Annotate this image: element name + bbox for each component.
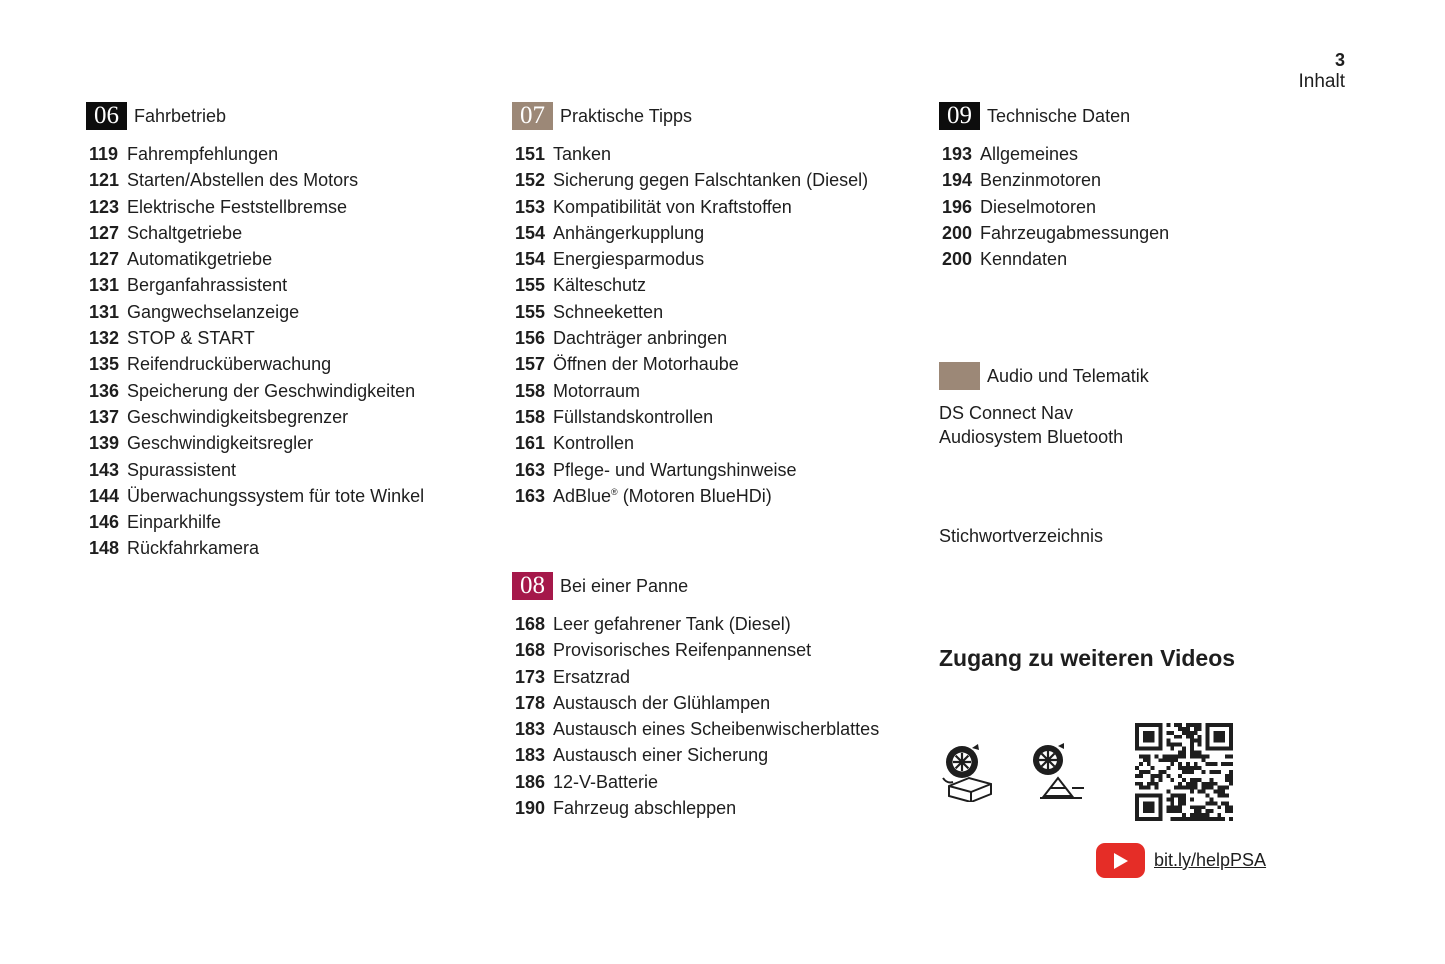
toc-page-number: 143 <box>89 459 120 480</box>
toc-entry-text: Tanken <box>553 144 612 164</box>
toc-entry-text: Dachträger anbringen <box>553 328 728 349</box>
toc-entry[interactable] <box>86 457 424 483</box>
toc-entry[interactable] <box>86 430 424 456</box>
qr-code-icon[interactable] <box>1135 723 1233 821</box>
toc-page-number: 119 <box>89 144 119 164</box>
toc-entry[interactable] <box>512 404 868 430</box>
toc-entry-text: Geschwindigkeitsregler <box>127 433 314 454</box>
toc-entry[interactable] <box>86 299 424 325</box>
toc-page-number: 163 <box>515 485 546 506</box>
toc-entry-text: Sicherung gegen Falschtanken (Diesel) <box>553 170 869 191</box>
section-header-08 <box>512 572 688 600</box>
toc-entry-title <box>127 194 347 220</box>
youtube-link[interactable] <box>1096 843 1266 878</box>
toc-entry[interactable] <box>512 299 868 325</box>
toc-entry[interactable] <box>86 167 424 193</box>
toc-entry[interactable] <box>512 664 879 690</box>
toc-entry-text: Kenndaten <box>980 249 1068 270</box>
toc-entry-text: STOP & START <box>127 328 255 349</box>
toc-entry-text: Motorraum <box>553 380 641 401</box>
toc-entry[interactable] <box>939 194 1169 220</box>
toc-entry[interactable] <box>512 716 879 742</box>
toc-entry[interactable] <box>512 378 868 404</box>
toc-entry[interactable] <box>86 404 424 430</box>
toc-entry-text: Elektrische Feststellbremse <box>127 196 348 217</box>
section-header-audio <box>939 362 1149 390</box>
toc-page-number: 137 <box>89 406 120 427</box>
toc-entry[interactable] <box>512 325 868 351</box>
toc-entry-text: Berganfahrassistent <box>127 275 288 296</box>
toc-entry-title <box>127 404 348 430</box>
toc-entry[interactable] <box>86 272 424 298</box>
toc-entry-title <box>553 457 796 483</box>
toc-list-08 <box>512 611 879 821</box>
registered-mark: ® <box>611 486 618 497</box>
toc-entry-text: Gangwechselanzeige <box>127 301 300 322</box>
toc-entry-text: Austausch der Glühlampen <box>553 692 771 713</box>
toc-entry-text: Benzinmotoren <box>980 170 1102 191</box>
section-title: Bei einer Panne <box>560 575 689 596</box>
toc-page-number: 194 <box>942 170 973 191</box>
section-header-06 <box>86 102 226 130</box>
toc-entry[interactable] <box>512 272 868 298</box>
toc-entry-text: 12-V-Batterie <box>553 771 659 792</box>
toc-entry-text: Kontrollen <box>553 433 635 454</box>
toc-entry-title <box>127 220 242 246</box>
toc-entry-text: Speicherung der Geschwindigkeiten <box>127 380 416 401</box>
toc-entry-title <box>127 141 278 167</box>
toc-entry-text: Allgemeines <box>980 144 1079 164</box>
toc-page-number: 154 <box>515 249 546 270</box>
toc-entry[interactable] <box>512 690 879 716</box>
toc-entry-title <box>127 167 358 193</box>
toc-entry[interactable] <box>512 351 868 377</box>
toc-page-number: 153 <box>515 196 546 217</box>
toc-entry-text: Leer gefahrener Tank (Diesel) <box>553 614 791 634</box>
section-title: Praktische Tipps <box>560 105 693 126</box>
toc-entry-title <box>980 194 1096 220</box>
toc-page-number: 158 <box>515 406 546 427</box>
toc-entry-text: Dieselmotoren <box>980 196 1097 217</box>
toc-entry[interactable] <box>512 457 868 483</box>
toc-entry-suffix: (Motoren BlueHDi) <box>617 485 772 506</box>
toc-entry-text: Schaltgetriebe <box>127 222 243 243</box>
toc-entry-text: Anhängerkupplung <box>553 222 705 243</box>
toc-page-number: 131 <box>89 275 120 296</box>
toc-entry[interactable] <box>512 141 868 167</box>
toc-entry-text: Energiesparmodus <box>553 249 705 270</box>
toc-page-number: 168 <box>515 614 546 634</box>
toc-entry-text: Kompatibilität von Kraftstoffen <box>553 196 792 217</box>
toc-page-number: 148 <box>89 538 120 559</box>
toc-page-number: 183 <box>515 745 546 766</box>
section-title: Fahrbetrieb <box>134 105 227 126</box>
section-title: Technische Daten <box>987 105 1131 126</box>
toc-entry-title <box>553 246 704 272</box>
toc-entry[interactable] <box>512 769 879 795</box>
toc-page-number: 196 <box>942 196 973 217</box>
toc-entry[interactable] <box>86 220 424 246</box>
page-title: Inhalt <box>1298 71 1345 92</box>
toc-entry[interactable] <box>512 430 868 456</box>
toc-entry[interactable] <box>512 611 879 637</box>
toc-page-number: 186 <box>515 771 546 792</box>
toc-page-number: 200 <box>942 222 973 243</box>
toc-entry-title <box>553 299 663 325</box>
toc-page-number: 190 <box>515 798 546 819</box>
toc-entry-text: Kälteschutz <box>553 275 647 296</box>
toc-entry[interactable] <box>939 167 1169 193</box>
toc-entry-title <box>553 430 634 456</box>
toc-entry[interactable] <box>512 246 868 272</box>
toc-entry[interactable] <box>939 220 1169 246</box>
toc-entry-title <box>553 167 868 193</box>
toc-page-number: 200 <box>942 249 973 270</box>
toc-page-number: 146 <box>89 512 120 533</box>
toc-page-number: 121 <box>89 170 120 191</box>
toc-entry-title <box>127 351 331 377</box>
chapter-number-box: 08 <box>512 572 553 600</box>
audio-item[interactable]: DS Connect Nav <box>939 403 1074 423</box>
toc-entry-title <box>553 769 658 795</box>
toc-entry-title <box>553 483 772 509</box>
toc-page-number: 136 <box>89 380 120 401</box>
toc-entry[interactable] <box>512 220 868 246</box>
toc-entry-title <box>980 141 1078 167</box>
toc-entry-title <box>553 690 770 716</box>
toc-entry[interactable] <box>512 795 879 821</box>
toc-entry-text: Rückfahrkamera <box>127 538 260 559</box>
toc-page-number: 132 <box>89 328 120 349</box>
toc-entry-text: Automatikgetriebe <box>127 249 273 270</box>
toc-entry[interactable] <box>86 535 424 561</box>
toc-entry-title <box>127 535 259 561</box>
toc-page-number: 155 <box>515 275 546 296</box>
toc-page-number: 127 <box>89 222 120 243</box>
toc-page-number: 155 <box>515 301 546 322</box>
toc-entry[interactable] <box>512 194 868 220</box>
toc-list-07 <box>512 141 868 509</box>
toc-entry-title <box>127 378 415 404</box>
toc-entry-text: Fahrzeug abschleppen <box>553 798 737 819</box>
toc-page-number: 131 <box>89 301 120 322</box>
toc-entry-text: Spurassistent <box>127 459 237 480</box>
toc-entry-title <box>127 509 221 535</box>
youtube-play-icon[interactable] <box>1096 843 1145 878</box>
chapter-number-box: 07 <box>512 102 553 130</box>
toc-entry-title <box>553 194 792 220</box>
jack-wheel-change-icon <box>1030 742 1086 802</box>
toc-page-number: 168 <box>515 640 546 661</box>
toc-entry-text: Füllstandskontrollen <box>553 406 714 427</box>
toc-page-number: 154 <box>515 222 546 243</box>
audio-items <box>939 401 1123 449</box>
toc-entry-title <box>553 325 727 351</box>
toc-entry[interactable] <box>512 742 879 768</box>
page-number: 3 <box>1334 50 1345 70</box>
toc-page-number: 157 <box>515 354 546 375</box>
toc-entry-text: Überwachungssystem für tote Winkel <box>127 485 425 506</box>
video-url-link[interactable]: bit.ly/helpPSA <box>1154 850 1267 870</box>
toc-page-number: 152 <box>515 170 546 191</box>
tyre-repair-kit-icon <box>941 742 995 802</box>
toc-page-number: 135 <box>89 354 120 375</box>
toc-entry[interactable] <box>939 141 1169 167</box>
toc-entry-title <box>127 272 287 298</box>
toc-entry-title <box>553 378 640 404</box>
toc-entry-title <box>553 272 646 298</box>
section-header-07 <box>512 102 692 130</box>
toc-entry[interactable] <box>512 637 879 663</box>
toc-list-09 <box>939 141 1169 272</box>
toc-entry-title <box>553 742 768 768</box>
toc-entry-title <box>127 325 255 351</box>
toc-entry[interactable] <box>86 194 424 220</box>
toc-entry-title <box>553 664 630 690</box>
toc-page-number: 127 <box>89 249 120 270</box>
toc-entry-text: Fahrempfehlungen <box>127 144 279 164</box>
toc-entry-title <box>553 611 791 637</box>
videos-title: Zugang zu weiteren Videos <box>939 645 1236 671</box>
toc-entry[interactable] <box>86 141 424 167</box>
toc-entry[interactable] <box>86 351 424 377</box>
toc-page-number: 139 <box>89 433 120 454</box>
toc-page-number: 156 <box>515 328 546 349</box>
toc-entry-text: Austausch eines Scheibenwischerblattes <box>553 719 880 740</box>
toc-entry-text: Einparkhilfe <box>127 512 222 533</box>
toc-entry-title <box>553 141 611 167</box>
toc-page-number: 123 <box>89 196 120 217</box>
toc-entry[interactable] <box>939 246 1169 272</box>
toc-entry-text: Reifendrucküberwachung <box>127 354 332 375</box>
toc-entry[interactable] <box>86 483 424 509</box>
page-header <box>1299 50 1345 93</box>
section-header-09 <box>939 102 1130 130</box>
play-triangle-icon <box>1113 852 1129 870</box>
toc-list-06 <box>86 141 424 562</box>
toc-page-number: 183 <box>515 719 546 740</box>
toc-entry-title <box>553 351 739 377</box>
toc-entry-title <box>553 404 713 430</box>
toc-entry-title <box>553 220 704 246</box>
toc-entry-text: Fahrzeugabmessungen <box>980 222 1170 243</box>
toc-entry[interactable] <box>86 509 424 535</box>
toc-entry[interactable] <box>86 246 424 272</box>
toc-entry-title <box>127 483 424 509</box>
toc-entry-title <box>980 167 1101 193</box>
toc-entry[interactable] <box>512 483 868 509</box>
toc-page-number: 161 <box>515 433 546 454</box>
toc-page-number: 144 <box>89 485 120 506</box>
toc-page-number: 158 <box>515 380 546 401</box>
toc-entry-text: Öffnen der Motorhaube <box>553 354 739 375</box>
toc-entry-text: Ersatzrad <box>553 666 631 687</box>
toc-entry-text: Austausch einer Sicherung <box>553 745 769 766</box>
toc-entry-title <box>553 637 811 663</box>
toc-entry-text: Starten/Abstellen des Motors <box>127 170 359 191</box>
toc-page-number: 178 <box>515 692 546 713</box>
toc-entry-title <box>127 457 236 483</box>
chapter-number-box: 09 <box>939 102 980 130</box>
toc-entry-title <box>127 246 272 272</box>
toc-entry-title <box>127 430 313 456</box>
toc-page-number: 151 <box>515 144 546 164</box>
toc-entry[interactable] <box>86 378 424 404</box>
chapter-color-box <box>939 362 980 390</box>
toc-entry-title <box>127 299 299 325</box>
chapter-number-box: 06 <box>86 102 127 130</box>
toc-entry-text: Schneeketten <box>553 301 664 322</box>
toc-entry[interactable] <box>86 325 424 351</box>
section-title: Audio und Telematik <box>987 365 1149 386</box>
toc-entry-title <box>553 716 879 742</box>
toc-page-number: 163 <box>515 459 546 480</box>
toc-entry-title <box>980 220 1169 246</box>
toc-entry-text: Provisorisches Reifenpannenset <box>553 640 812 661</box>
audio-item[interactable]: Audiosystem Bluetooth <box>939 427 1124 447</box>
toc-entry-title <box>553 795 736 821</box>
toc-page-number: 173 <box>515 666 546 687</box>
toc-entry[interactable] <box>512 167 868 193</box>
index-link[interactable]: Stichwortverzeichnis <box>939 526 1104 546</box>
toc-entry-text: Geschwindigkeitsbegrenzer <box>127 406 349 427</box>
toc-entry-title <box>980 246 1067 272</box>
toc-entry-text: AdBlue <box>553 485 612 506</box>
toc-entry-text: Pflege- und Wartungshinweise <box>553 459 797 480</box>
toc-page-number: 193 <box>942 144 973 164</box>
